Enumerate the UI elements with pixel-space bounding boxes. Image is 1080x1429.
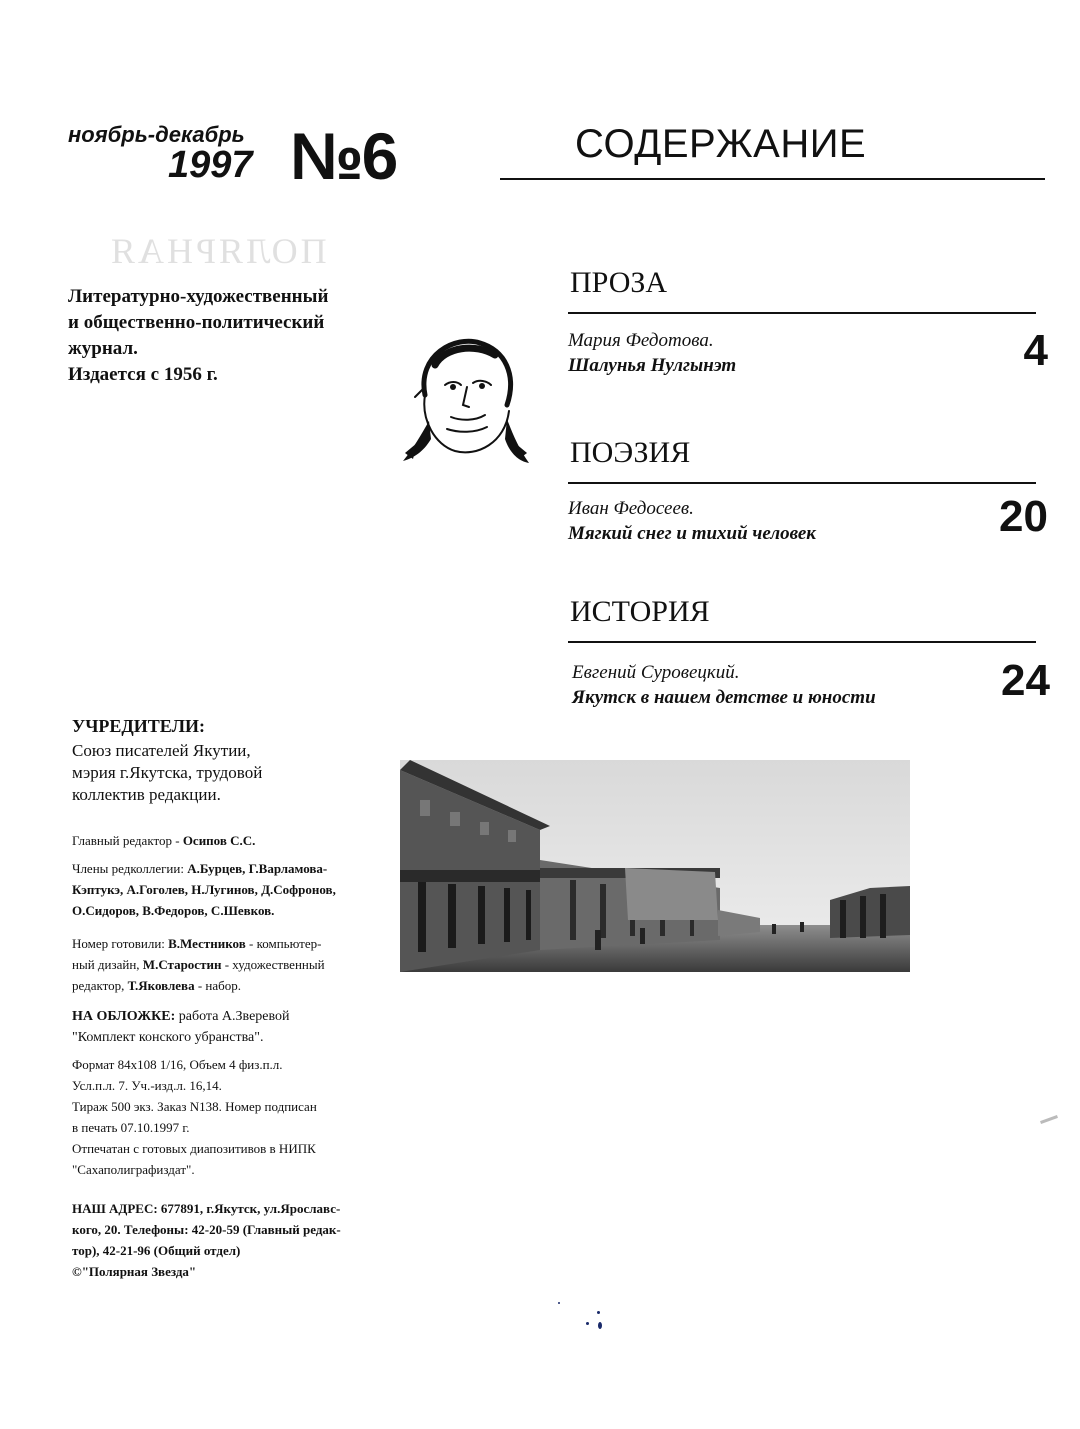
toc-page-number: 24 [1001,656,1050,705]
format-line: Отпечатан с готовых диапозитивов в НИПК [72,1141,316,1156]
prepared-label: Номер готовили: [72,936,169,951]
journal-description [68,284,398,388]
staff-name: Т.Яковлева [127,978,195,993]
address-line: тор), 42-21-96 (Общий отдел) [72,1243,241,1258]
section-rule [568,312,1036,314]
toc-heading-rule [500,178,1045,180]
girl-portrait-illustration [395,325,535,475]
toc-section-title: ИСТОРИЯ [570,595,710,628]
format-line: Усл.п.л. 7. Уч.-изд.л. 16,14. [72,1078,222,1093]
address-line: ©"Полярная Звезда" [72,1264,197,1279]
founders-line: Союз писателей Якутии, [72,741,251,760]
description-line: и общественно-политический [68,312,325,333]
scan-speck [586,1322,589,1325]
staff-role: ный дизайн, [72,957,143,972]
issue-month: ноябрь-декабрь [68,122,245,147]
scan-speck [558,1302,560,1304]
staff-role: - художественный [221,957,325,972]
scan-mark [1040,1115,1058,1124]
staff-role: редактор, [72,978,128,993]
toc-entry-title: Якутск в нашем детстве и юности [572,687,876,708]
staff-name: М.Старостин [142,957,222,972]
issue-year: 1997 [168,144,253,186]
board-names: О.Сидоров, В.Федоров, С.Шевков. [72,903,275,918]
toc-entry-author: Мария Федотова. [568,330,714,351]
address-line: кого, 20. Телефоны: 42-20-59 (Главный редак- [72,1222,341,1237]
board-label: Члены редколлегии: [72,861,188,876]
cover-label: НА ОБЛОЖКЕ: [72,1009,179,1024]
cover-text: работа А.Зверевой [178,1009,290,1024]
historical-street-photo [400,760,910,972]
format-line: Формат 84x108 1/16, Объем 4 физ.п.л. [72,1057,283,1072]
description-line: Издается с 1956 г. [68,364,218,385]
founders-line: коллектив редакции. [72,785,221,804]
library-stamp: ПОЛЯРНАЯ [108,231,327,271]
description-line: Литературно-художественный [68,286,329,307]
editor-name: Осипов С.С. [182,833,256,848]
section-rule [568,482,1036,484]
toc-entry-author: Иван Федосеев. [568,498,694,519]
format-line: Тираж 500 экз. Заказ N138. Номер подписан [72,1099,317,1114]
imprint-address [72,1198,362,1282]
address-line: НАШ АДРЕС: 677891, г.Якутск, ул.Ярославс- [72,1201,341,1216]
toc-entry-author: Евгений Суровецкий. [572,662,740,683]
scan-speck [598,1322,602,1329]
format-line: "Сахаполиграфиздат". [72,1162,195,1177]
section-rule [568,641,1036,643]
imprint-editor [72,830,362,851]
format-line: в печать 07.10.1997 г. [72,1120,190,1135]
imprint-board [72,858,362,921]
toc-page-number: 20 [999,492,1048,541]
description-line: журнал. [68,338,138,359]
toc-heading: СОДЕРЖАНИЕ [575,122,867,166]
imprint-cover [72,1006,362,1048]
staff-name: В.Местников [168,936,246,951]
toc-entry-title: Мягкий снег и тихий человек [568,523,816,544]
imprint-prepared-by [72,933,362,996]
editor-label: Главный редактор - [72,833,183,848]
board-names: А.Бурцев, Г.Варламова- [187,861,328,876]
cover-text: "Комплект конского убранства". [72,1030,264,1045]
founders-list [72,740,302,806]
board-names: Кэптукэ, А.Гоголев, Н.Лугинов, Д.Софронов, [72,882,336,897]
toc-page-number: 4 [1023,326,1048,375]
issue-date [68,122,288,192]
founders-line: мэрия г.Якутска, трудовой [72,763,263,782]
toc-section-title: ПОЭЗИЯ [570,436,691,469]
imprint-format [72,1054,362,1180]
staff-role: - набор. [194,978,241,993]
toc-section-title: ПРОЗА [570,266,668,299]
issue-number: №6 [290,119,397,193]
scan-speck [597,1311,600,1314]
founders-title: УЧРЕДИТЕЛИ: [72,716,205,736]
toc-entry-title: Шалунья Нулгынэт [568,355,737,376]
staff-role: - компьютер- [245,936,322,951]
